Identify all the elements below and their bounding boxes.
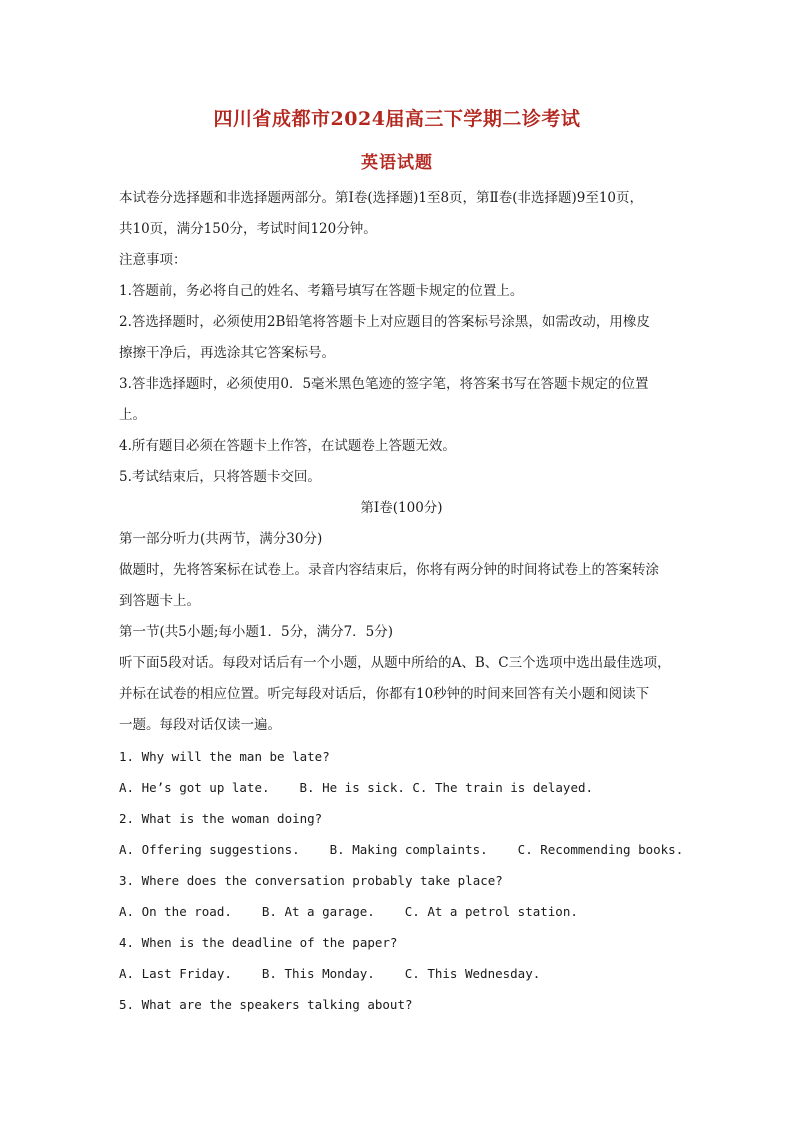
option-a: A. Last Friday. [119, 966, 232, 981]
option-c: C. At a petrol station. [404, 904, 578, 919]
note-item: 5.考试结束后，只将答题卡交回。 [119, 469, 321, 485]
question-options [119, 772, 684, 803]
notes-heading: 注意事项： [119, 252, 187, 268]
option-a: A. He’s got up late. [119, 780, 270, 795]
section-instructions: 听下面5段对话。每段对话后有一个小题，从题中所给的A、B、C三个选项中选出最佳选项， [119, 655, 671, 671]
note-item: 2.答选择题时，必须使用2B铅笔将答题卡上对应题目的答案标号涂黑，如需改动，用橡皮 [119, 314, 650, 330]
part-heading: 第一部分听力(共两节，满分30分) [119, 531, 323, 547]
question-text: 2. What is the woman doing? [119, 811, 323, 826]
volume-heading: 第Ⅰ卷(100分) [360, 500, 443, 516]
question-text: 1. Why will the man be late? [119, 749, 330, 764]
option-a: A. On the road. [119, 904, 232, 919]
intro-line: 本试卷分选择题和非选择题两部分。第Ⅰ卷(选择题)1至8页，第Ⅱ卷(非选择题)9至10页， [119, 190, 644, 206]
section-heading: 第一节(共5小题;每小题1．5分，满分7．5分) [119, 624, 394, 640]
note-item: 4.所有题目必须在答题卡上作答，在试题卷上答题无效。 [119, 438, 456, 454]
option-c: C. This Wednesday. [404, 966, 541, 981]
option-b: B. This Monday. [261, 966, 375, 981]
question-text: 3. Where does the conversation probably take place? [119, 873, 503, 888]
option-b: B. He is sick. [299, 780, 405, 795]
document-subject: 英语试题 [361, 153, 433, 173]
question-text: 4. When is the deadline of the paper? [119, 935, 398, 950]
option-b: B. Making complaints. [329, 842, 488, 857]
part-instructions: 到答题卡上。 [119, 593, 200, 609]
option-a: A. Offering suggestions. [119, 842, 300, 857]
document-body [119, 183, 684, 1020]
part-instructions: 做题时，先将答案标在试卷上。录音内容结束后，你将有两分钟的时间将试卷上的答案转涂 [119, 562, 659, 578]
question-options [119, 896, 684, 927]
question-text: 5. What are the speakers talking about? [119, 997, 413, 1012]
section-instructions: 并标在试卷的相应位置。听完每段对话后，你都有10秒钟的时间来回答有关小题和阅读下 [119, 686, 650, 702]
intro-line: 共10页，满分150分，考试时间120分钟。 [119, 221, 377, 237]
document-title: 四川省成都市2024届高三下学期二诊考试 [213, 108, 581, 130]
question-options [119, 958, 684, 989]
note-item: 擦擦干净后，再选涂其它答案标号。 [119, 345, 335, 361]
note-item: 1.答题前，务必将自己的姓名、考籍号填写在答题卡规定的位置上。 [119, 283, 524, 299]
section-instructions: 一题。每段对话仅读一遍。 [119, 717, 281, 733]
question-options [119, 834, 684, 865]
note-item: 3.答非选择题时，必须使用0．5毫米黑色笔迹的签字笔，将答案书写在答题卡规定的位置 [119, 376, 649, 392]
option-c: C. Recommending books. [517, 842, 684, 857]
note-item: 上。 [119, 407, 146, 423]
option-b: B. At a garage. [261, 904, 375, 919]
option-c: C. The train is delayed. [412, 780, 594, 795]
